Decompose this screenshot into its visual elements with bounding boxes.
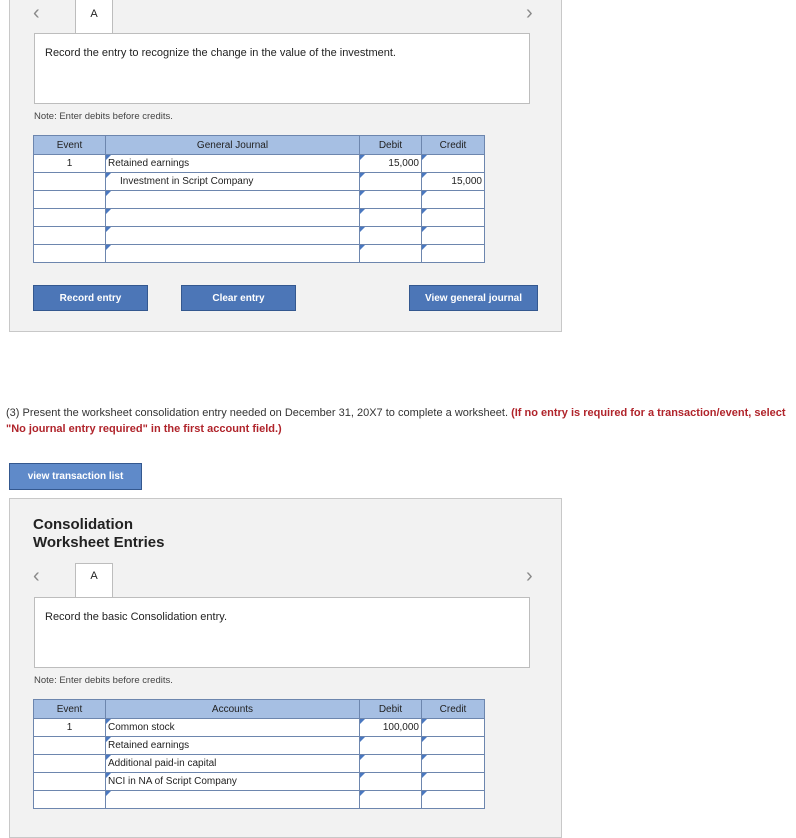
view-transaction-list-button[interactable]: view transaction list: [9, 463, 142, 490]
account-cell[interactable]: NCI in NA of Script Company: [106, 773, 360, 791]
account-cell[interactable]: [106, 245, 360, 263]
col-accounts: Accounts: [106, 700, 360, 719]
view-general-journal-button[interactable]: View general journal: [409, 285, 538, 311]
debit-cell[interactable]: [360, 737, 422, 755]
col-debit: Debit: [360, 136, 422, 155]
prompt-box: [34, 33, 530, 104]
credit-cell[interactable]: [422, 791, 485, 809]
debit-cell[interactable]: [360, 755, 422, 773]
event-cell: 1: [34, 155, 106, 173]
prompt-text: Record the basic Consolidation entry.: [45, 611, 228, 623]
table-row: [34, 773, 485, 791]
event-cell: [34, 773, 106, 791]
col-credit: Credit: [422, 136, 485, 155]
credit-cell[interactable]: [422, 755, 485, 773]
table-row: [34, 245, 485, 263]
event-cell: [34, 173, 106, 191]
debit-cell[interactable]: [360, 209, 422, 227]
event-cell: [34, 191, 106, 209]
consolidation-table: [33, 699, 485, 809]
credit-cell[interactable]: 15,000: [422, 173, 485, 191]
heading-line-2: Worksheet Entries: [33, 534, 165, 551]
debit-cell[interactable]: 15,000: [360, 155, 422, 173]
chevron-left-icon[interactable]: ‹: [33, 565, 40, 587]
tab-a[interactable]: A: [75, 0, 113, 34]
account-cell[interactable]: [106, 191, 360, 209]
table-row: [34, 209, 485, 227]
question-3-instruction: (If no entry is required for a transaction/event, select "No journal entry required" in the first account field.): [6, 407, 786, 435]
table-row: [34, 791, 485, 809]
account-cell[interactable]: [106, 791, 360, 809]
clear-entry-button[interactable]: Clear entry: [181, 285, 296, 311]
table-row: [34, 755, 485, 773]
debit-cell[interactable]: 100,000: [360, 719, 422, 737]
chevron-right-icon[interactable]: ›: [526, 565, 533, 587]
tab-a[interactable]: A: [75, 563, 113, 598]
debit-cell[interactable]: [360, 791, 422, 809]
credit-cell[interactable]: [422, 191, 485, 209]
debit-cell[interactable]: [360, 191, 422, 209]
debit-cell[interactable]: [360, 173, 422, 191]
credit-cell[interactable]: [422, 245, 485, 263]
record-entry-button[interactable]: Record entry: [33, 285, 148, 311]
col-credit: Credit: [422, 700, 485, 719]
debit-cell[interactable]: [360, 773, 422, 791]
credit-cell[interactable]: [422, 227, 485, 245]
note-text: Note: Enter debits before credits.: [34, 111, 173, 122]
credit-cell[interactable]: [422, 773, 485, 791]
event-cell: [34, 737, 106, 755]
credit-cell[interactable]: [422, 209, 485, 227]
event-cell: [34, 755, 106, 773]
account-cell[interactable]: [106, 227, 360, 245]
event-cell: [34, 791, 106, 809]
heading-line-1: Consolidation: [33, 516, 133, 533]
account-cell[interactable]: Investment in Script Company: [106, 173, 360, 191]
account-cell[interactable]: [106, 209, 360, 227]
debit-cell[interactable]: [360, 245, 422, 263]
account-cell[interactable]: Additional paid-in capital: [106, 755, 360, 773]
table-row: [34, 191, 485, 209]
question-3-text: [6, 405, 791, 437]
credit-cell[interactable]: [422, 155, 485, 173]
credit-cell[interactable]: [422, 719, 485, 737]
table-row: [34, 719, 485, 737]
event-cell: [34, 245, 106, 263]
col-event: Event: [34, 700, 106, 719]
account-cell[interactable]: Retained earnings: [106, 737, 360, 755]
prompt-text: Record the entry to recognize the change in the value of the investment.: [45, 47, 396, 59]
note-text: Note: Enter debits before credits.: [34, 675, 173, 686]
chevron-right-icon[interactable]: ›: [526, 2, 533, 24]
event-cell: 1: [34, 719, 106, 737]
table-row: [34, 227, 485, 245]
table-row: [34, 173, 485, 191]
account-cell[interactable]: Common stock: [106, 719, 360, 737]
col-event: Event: [34, 136, 106, 155]
account-cell[interactable]: Retained earnings: [106, 155, 360, 173]
table-row: [34, 737, 485, 755]
consolidation-heading: [33, 516, 164, 552]
debit-cell[interactable]: [360, 227, 422, 245]
event-cell: [34, 209, 106, 227]
event-cell: [34, 227, 106, 245]
col-debit: Debit: [360, 700, 422, 719]
general-journal-table: [33, 135, 485, 263]
question-3-body: (3) Present the worksheet consolidation entry needed on December 31, 20X7 to complete a worksheet.: [6, 407, 509, 419]
credit-cell[interactable]: [422, 737, 485, 755]
col-general-journal: General Journal: [106, 136, 360, 155]
table-row: [34, 155, 485, 173]
chevron-left-icon[interactable]: ‹: [33, 2, 40, 24]
prompt-box: [34, 597, 530, 668]
